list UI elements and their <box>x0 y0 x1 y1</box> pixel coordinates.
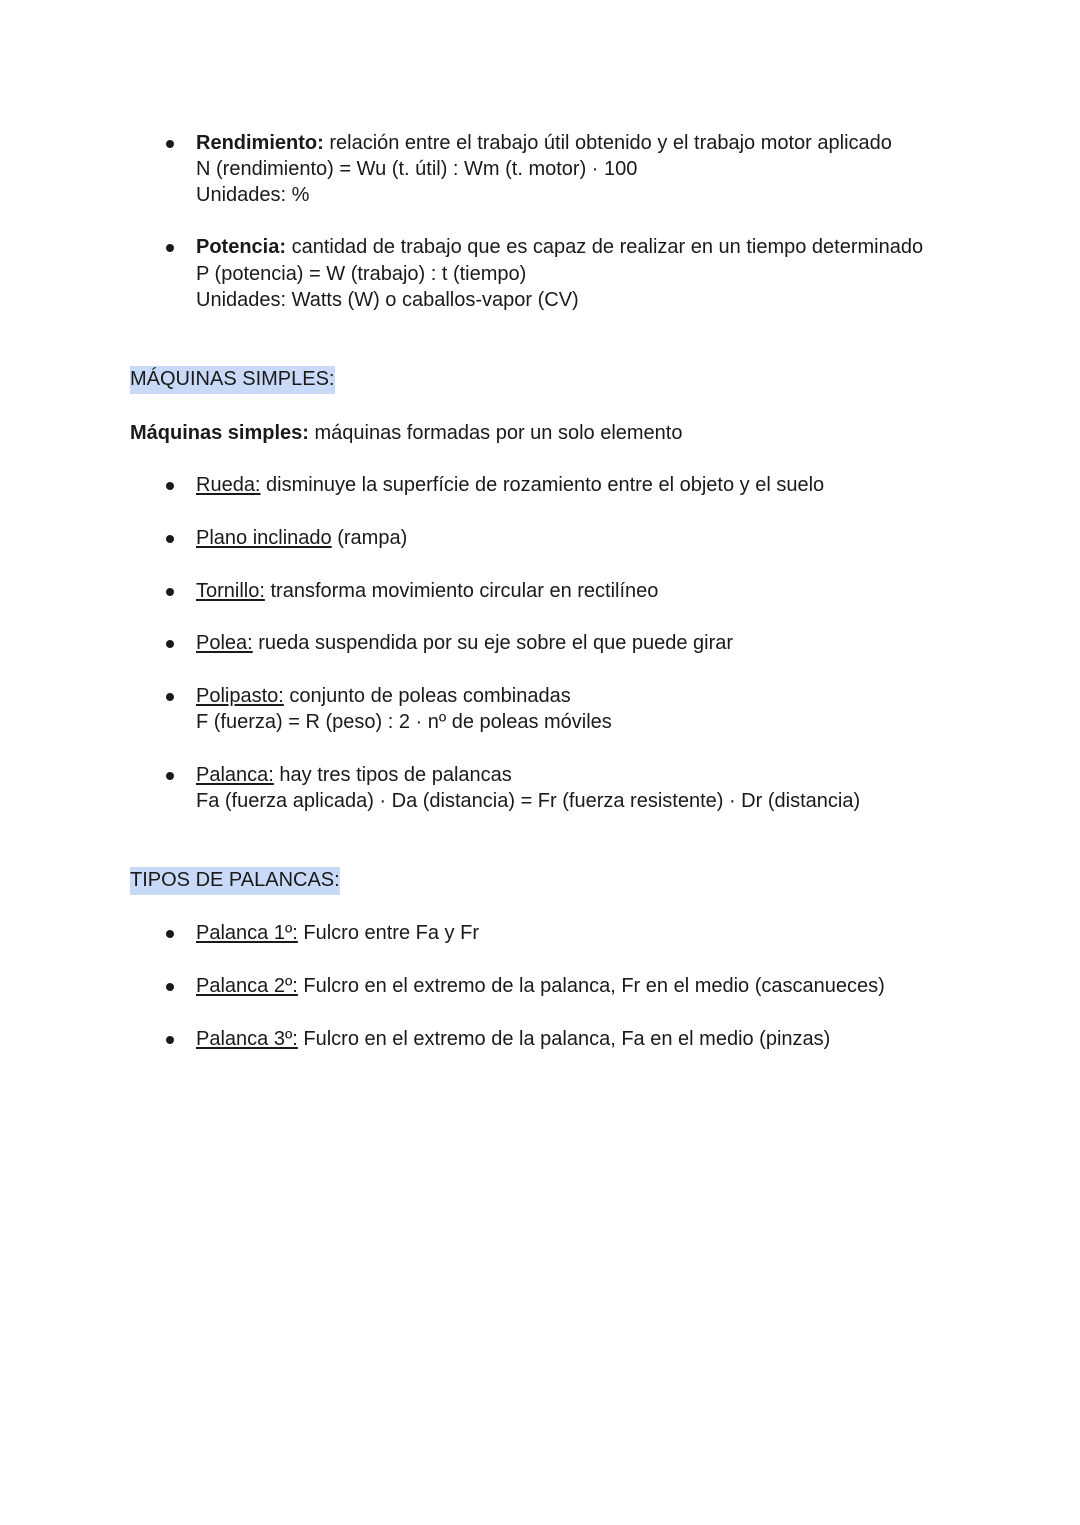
bullet-icon <box>166 140 174 148</box>
item-text: rueda suspendida por su eje sobre el que puede girar <box>252 632 734 654</box>
heading-highlight: MÁQUINAS SIMPLES: <box>130 366 335 394</box>
bullet-icon <box>166 930 174 938</box>
term-label: Potencia: <box>196 236 287 258</box>
rendimiento-units: Unidades: % <box>196 184 310 206</box>
heading-highlight: TIPOS DE PALANCAS: <box>130 867 340 895</box>
bullet-icon <box>166 244 174 252</box>
item-text: disminuye la superfície de rozamiento entre el objeto y el suelo <box>260 474 825 496</box>
section-heading-palancas <box>130 867 340 893</box>
rendimiento-definition <box>196 130 892 156</box>
item-text: (rampa) <box>331 527 408 549</box>
item-name: Tornillo: <box>196 580 265 602</box>
bullet-icon <box>166 640 174 648</box>
item-text: transforma movimiento circular en rectilíneo <box>264 580 659 602</box>
definition-text: máquinas formadas por un solo elemento <box>308 422 683 444</box>
item-text: Fulcro en el extremo de la palanca, Fr en el medio (cascanueces) <box>297 975 885 997</box>
section-heading-maquinas <box>130 366 335 392</box>
term-label: Rendimiento: <box>196 132 324 154</box>
item-name: Polea: <box>196 632 253 654</box>
item-text: conjunto de poleas combinadas <box>283 685 571 707</box>
list-item <box>196 472 824 498</box>
definition-text: cantidad de trabajo que es capaz de realizar en un tiempo determinado <box>286 236 924 258</box>
list-item <box>196 683 571 709</box>
bullet-icon <box>166 693 174 701</box>
bullet-icon <box>166 535 174 543</box>
term-label: Máquinas simples: <box>130 422 309 444</box>
rendimiento-formula: N (rendimiento) = Wu (t. útil) : Wm (t. motor) · 100 <box>196 158 638 180</box>
item-text: hay tres tipos de palancas <box>273 764 512 786</box>
bullet-icon <box>166 772 174 780</box>
list-item <box>196 578 658 604</box>
list-item <box>196 630 733 656</box>
bullet-icon <box>166 1036 174 1044</box>
item-name: Palanca 1º: <box>196 922 298 944</box>
maquinas-intro <box>130 420 682 446</box>
list-item <box>196 920 479 946</box>
item-text: Fulcro entre Fa y Fr <box>297 922 479 944</box>
definition-text: relación entre el trabajo útil obtenido y el trabajo motor aplicado <box>323 132 892 154</box>
item-name: Palanca 3º: <box>196 1028 298 1050</box>
item-name: Plano inclinado <box>196 527 332 549</box>
item-formula: F (fuerza) = R (peso) : 2 · nº de poleas móviles <box>196 711 612 733</box>
item-text: Fulcro en el extremo de la palanca, Fa en el medio (pinzas) <box>297 1028 831 1050</box>
bullet-icon <box>166 482 174 490</box>
item-formula: Fa (fuerza aplicada) · Da (distancia) = Fr (fuerza resistente) · Dr (distancia) <box>196 790 861 812</box>
list-item <box>196 762 512 788</box>
potencia-definition <box>196 234 923 260</box>
bullet-icon <box>166 588 174 596</box>
item-name: Palanca: <box>196 764 274 786</box>
item-name: Palanca 2º: <box>196 975 298 997</box>
potencia-formula: P (potencia) = W (trabajo) : t (tiempo) <box>196 263 527 285</box>
bullet-icon <box>166 983 174 991</box>
list-item <box>196 973 885 999</box>
potencia-units: Unidades: Watts (W) o caballos-vapor (CV) <box>196 289 579 311</box>
item-name: Polipasto: <box>196 685 284 707</box>
item-name: Rueda: <box>196 474 261 496</box>
list-item <box>196 525 407 551</box>
list-item <box>196 1026 830 1052</box>
